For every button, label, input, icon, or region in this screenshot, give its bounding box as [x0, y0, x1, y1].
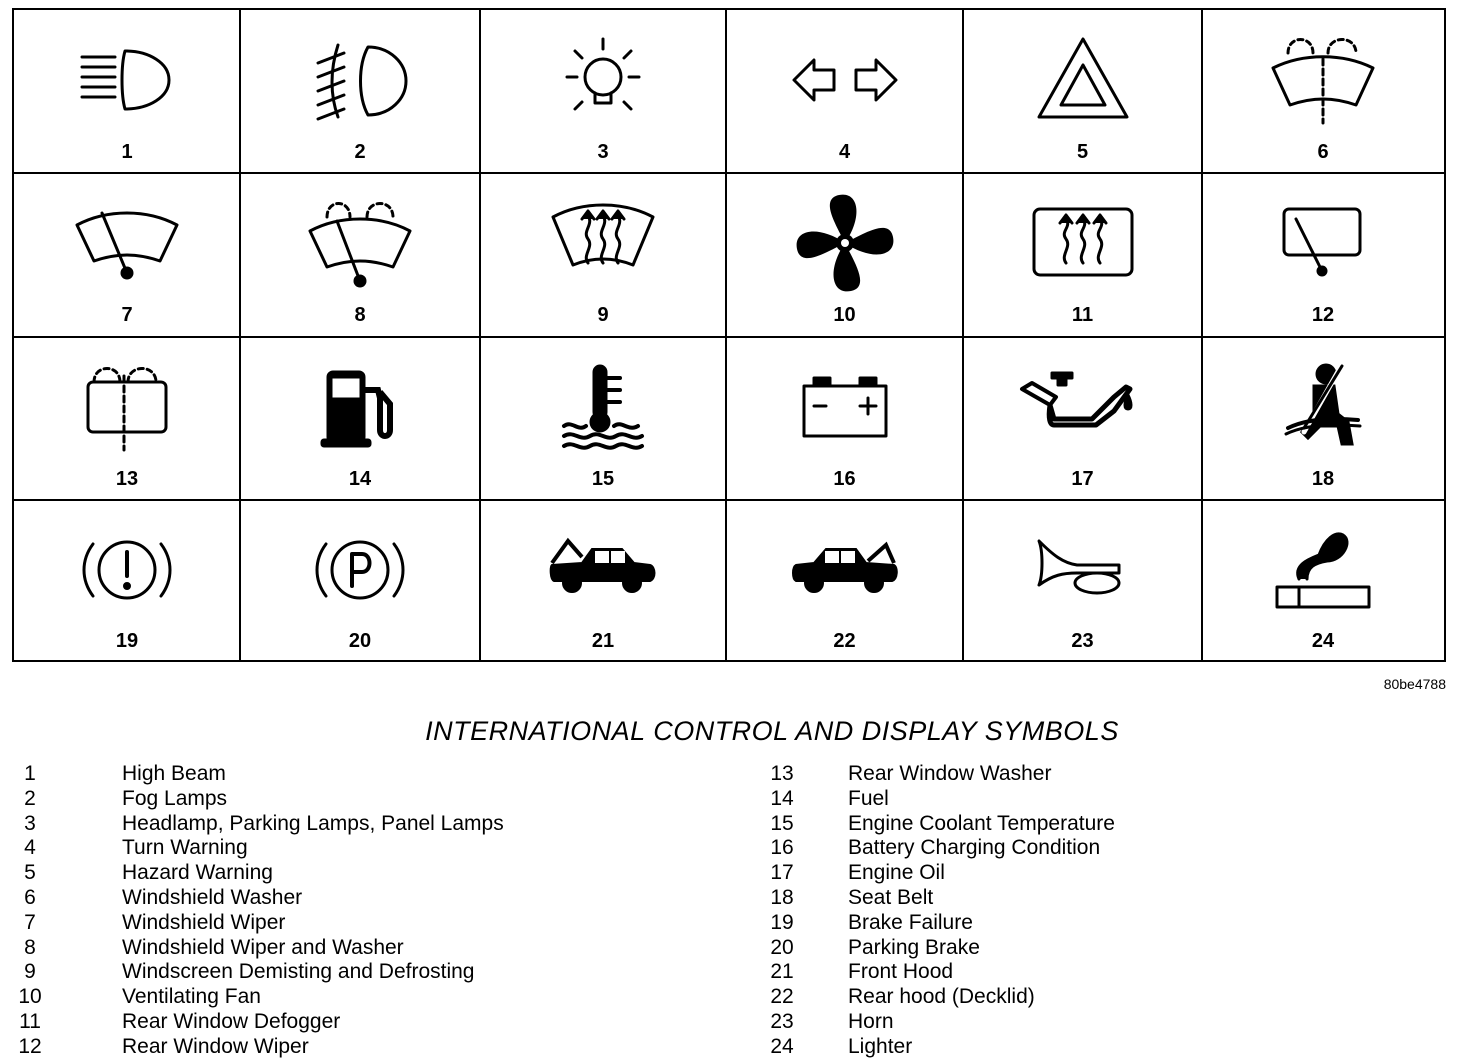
rear-wiper-icon [1278, 203, 1368, 283]
symbol-cell [1202, 500, 1444, 660]
legend-item [0, 836, 700, 861]
legend-item [0, 960, 700, 985]
legend-item [0, 861, 700, 886]
symbol-grid [12, 8, 1446, 662]
legend-number: 19 [770, 910, 794, 934]
legend-item [750, 911, 1450, 936]
legend-number: 10 [18, 985, 42, 1009]
legend-number: 11 [19, 1009, 41, 1033]
fuel-pump-icon [320, 362, 400, 452]
symbol-number: 1 [121, 141, 133, 163]
symbol-number: 8 [354, 304, 366, 326]
legend-number: 17 [770, 861, 794, 885]
brake-failure-icon [77, 530, 177, 610]
legend-number: 21 [770, 960, 794, 984]
legend-label: Fog Lamps [122, 786, 228, 810]
symbol-number: 11 [1071, 304, 1094, 326]
legend-label: High Beam [122, 762, 226, 785]
symbol-cell [480, 500, 726, 660]
rear-washer-icon [82, 362, 172, 452]
legend-number: 16 [770, 836, 794, 860]
legend-label: Windshield Washer [122, 885, 303, 909]
symbol-number: 24 [1311, 630, 1335, 652]
legend-label: Rear Window Wiper [122, 1034, 309, 1058]
legend-label: Brake Failure [848, 910, 973, 934]
parking-brake-icon [310, 530, 410, 610]
legend-item [0, 812, 700, 837]
legend-item [0, 985, 700, 1010]
legend-label: Rear hood (Decklid) [848, 985, 1035, 1009]
symbol-number: 22 [833, 630, 856, 652]
symbol-cell [1202, 10, 1444, 173]
seat-belt-icon [1278, 362, 1368, 452]
symbol-cell [14, 10, 240, 173]
legend-label: Ventilating Fan [122, 985, 261, 1009]
oil-can-icon [1018, 367, 1148, 447]
symbol-cell [240, 500, 480, 660]
legend-label: Fuel [848, 786, 889, 810]
symbol-number: 20 [348, 630, 372, 652]
legend-item [750, 1035, 1450, 1060]
symbol-number: 17 [1071, 468, 1094, 490]
legend-label: Turn Warning [122, 836, 248, 860]
symbol-cell [1202, 173, 1444, 337]
legend-left [0, 762, 700, 1060]
legend-right [750, 762, 1450, 1060]
fan-icon [795, 193, 895, 293]
symbol-number: 5 [1076, 141, 1089, 163]
legend-label: Front Hood [848, 960, 954, 984]
legend-label: Lighter [848, 1034, 913, 1058]
symbol-cell [480, 173, 726, 337]
legend-number: 18 [770, 885, 794, 909]
symbol-cell [1202, 337, 1444, 500]
legend-label: Windshield Wiper and Washer [122, 935, 404, 959]
symbol-number: 21 [591, 630, 615, 652]
symbol-number: 12 [1311, 304, 1335, 326]
wiper-washer-icon [305, 193, 415, 293]
legend-item [0, 936, 700, 961]
legend-item [750, 787, 1450, 812]
symbol-number: 15 [591, 468, 615, 490]
legend-item [750, 812, 1450, 837]
legend-number: 13 [770, 762, 794, 785]
front-hood-icon [548, 535, 658, 605]
legend-item [750, 960, 1450, 985]
legend-number: 12 [18, 1034, 42, 1058]
symbol-number: 9 [597, 304, 609, 326]
legend-number: 9 [24, 960, 36, 984]
symbol-cell [480, 337, 726, 500]
symbol-cell [963, 337, 1202, 500]
symbol-number: 23 [1071, 630, 1094, 652]
legend-number: 24 [770, 1034, 794, 1058]
legend-item [0, 886, 700, 911]
symbol-cell [726, 500, 963, 660]
battery-icon [800, 372, 890, 442]
defrost-icon [548, 203, 658, 283]
legend-item [0, 911, 700, 936]
symbol-number: 16 [833, 468, 856, 490]
legend-item [0, 787, 700, 812]
symbol-number: 7 [121, 304, 133, 326]
legend-label: Horn [848, 1009, 894, 1033]
rear-defogger-icon [1028, 203, 1138, 283]
legend-number: 14 [770, 786, 794, 810]
legend-item [750, 886, 1450, 911]
figure-code: 80be4788 [1383, 676, 1446, 692]
legend-number: 3 [24, 811, 36, 835]
legend-item [750, 762, 1450, 787]
symbol-cell [240, 337, 480, 500]
symbol-cell [14, 337, 240, 500]
symbol-cell [240, 10, 480, 173]
turn-arrows-icon [790, 50, 900, 110]
symbol-cell [963, 173, 1202, 337]
legend-label: Hazard Warning [122, 861, 273, 885]
legend-item [0, 1010, 700, 1035]
legend-number: 6 [24, 885, 36, 909]
page-title: INTERNATIONAL CONTROL AND DISPLAY SYMBOLS [425, 716, 1119, 746]
legend-item [0, 762, 700, 787]
symbol-number: 6 [1317, 141, 1329, 163]
legend-label: Engine Oil [848, 861, 945, 885]
legend-number: 7 [24, 910, 36, 934]
legend-number: 1 [24, 762, 36, 785]
legend-label: Rear Window Defogger [122, 1009, 341, 1033]
symbol-cell [726, 173, 963, 337]
symbol-number: 18 [1311, 468, 1335, 490]
legend-number: 8 [24, 935, 36, 959]
lighter-icon [1273, 525, 1373, 615]
legend-item [750, 836, 1450, 861]
symbol-number: 14 [348, 468, 372, 490]
legend-number: 20 [770, 935, 794, 959]
fog-lamps-icon [310, 35, 410, 125]
horn-icon [1033, 535, 1133, 605]
hazard-triangle-icon [1033, 35, 1133, 125]
legend-label: Parking Brake [848, 935, 980, 959]
legend-item [750, 861, 1450, 886]
symbol-cell [14, 173, 240, 337]
legend-item [750, 936, 1450, 961]
symbol-cell [726, 10, 963, 173]
high-beam-icon [77, 45, 177, 115]
symbol-number: 19 [115, 630, 139, 652]
lamp-bulb-icon [553, 35, 653, 125]
symbol-cell [726, 337, 963, 500]
symbol-number: 3 [597, 141, 609, 163]
legend-number: 5 [24, 861, 36, 885]
symbol-number: 4 [838, 141, 851, 163]
symbol-cell [14, 500, 240, 660]
legend-label: Rear Window Washer [848, 762, 1052, 785]
legend-item [750, 985, 1450, 1010]
legend-number: 15 [770, 811, 794, 835]
legend-number: 2 [24, 786, 36, 810]
legend-number: 4 [24, 836, 36, 860]
legend-label: Seat Belt [848, 885, 934, 909]
symbol-cell [240, 173, 480, 337]
symbol-number: 2 [354, 141, 366, 163]
legend-number: 22 [770, 985, 794, 1009]
legend-label: Headlamp, Parking Lamps, Panel Lamps [122, 811, 504, 835]
legend-item [0, 1035, 700, 1060]
symbol-cell [963, 10, 1202, 173]
windshield-wiper-icon [72, 203, 182, 283]
legend-item [750, 1010, 1450, 1035]
symbol-cell [480, 10, 726, 173]
legend-label: Windshield Wiper [122, 910, 286, 934]
legend-label: Engine Coolant Temperature [848, 811, 1115, 835]
windshield-washer-icon [1268, 33, 1378, 128]
symbol-number: 10 [833, 304, 856, 326]
symbol-cell [963, 500, 1202, 660]
legend-label: Battery Charging Condition [848, 836, 1101, 860]
coolant-temp-icon [558, 362, 648, 452]
decklid-icon [790, 535, 900, 605]
legend-label: Windscreen Demisting and Defrosting [122, 960, 475, 984]
symbol-number: 13 [115, 468, 139, 490]
legend-number: 23 [770, 1009, 794, 1033]
